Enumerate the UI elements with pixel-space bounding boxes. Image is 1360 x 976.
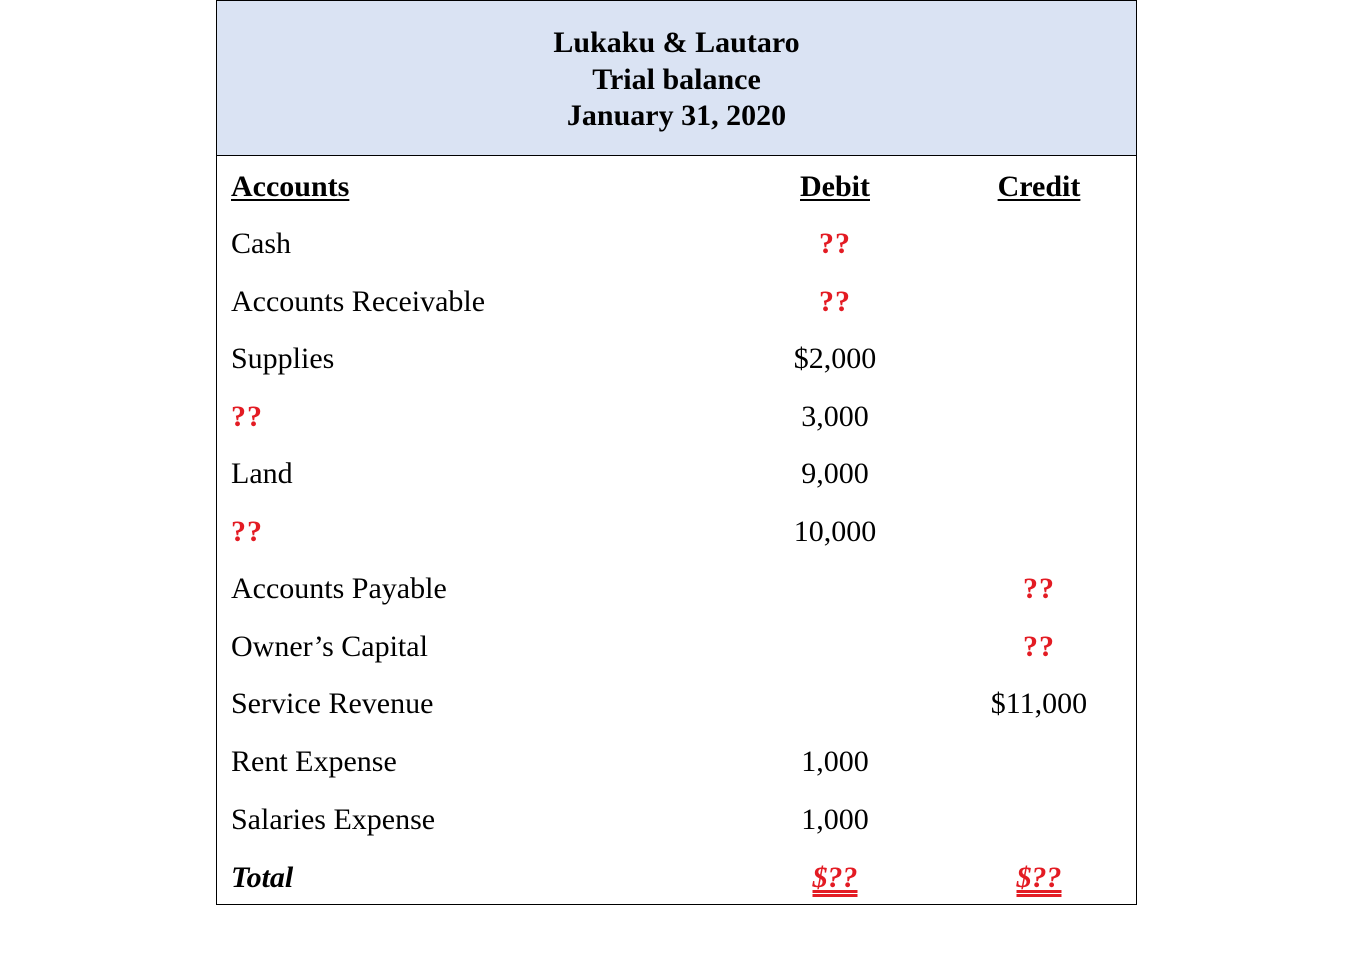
account-name: Cash (231, 227, 291, 260)
credit-amount: ?? (1023, 630, 1055, 663)
company-name: Lukaku & Lautaro (553, 26, 800, 59)
credit-amount: $11,000 (990, 687, 1088, 720)
total-debit: $?? (812, 861, 858, 894)
account-name: Owner’s Capital (231, 630, 428, 663)
trial-balance-table (216, 0, 1137, 905)
table-row (217, 682, 1136, 726)
credit-column-header: Credit (997, 170, 1081, 203)
debit-column-header: Debit (800, 170, 870, 203)
debit-amount: ?? (819, 227, 851, 260)
debit-amount: $2,000 (793, 342, 877, 375)
report-title: Trial balance (592, 62, 761, 96)
column-header-row (217, 165, 1136, 209)
account-name: Salaries Expense (231, 803, 436, 836)
table-row (217, 625, 1136, 669)
debit-amount: ?? (819, 285, 851, 318)
account-name: Rent Expense (231, 745, 397, 778)
table-row (217, 280, 1136, 324)
account-name: Accounts Payable (231, 572, 447, 605)
table-row (217, 567, 1136, 611)
total-label: Total (231, 861, 294, 894)
total-row (217, 856, 1136, 900)
trial-balance-header (217, 1, 1136, 156)
table-row (217, 510, 1136, 554)
account-name: ?? (231, 515, 263, 548)
table-row (217, 798, 1136, 842)
account-name: Accounts Receivable (231, 285, 486, 318)
table-row (217, 740, 1136, 784)
table-row (217, 395, 1136, 439)
credit-amount: ?? (1023, 572, 1055, 605)
account-name: ?? (231, 400, 263, 433)
table-row (217, 337, 1136, 381)
debit-amount: 1,000 (801, 745, 869, 778)
table-row (217, 452, 1136, 496)
account-name: Service Revenue (231, 687, 434, 720)
table-row (217, 222, 1136, 266)
debit-amount: 10,000 (793, 515, 877, 548)
account-name: Supplies (231, 342, 335, 375)
debit-amount: 9,000 (801, 457, 869, 490)
debit-amount: 3,000 (801, 400, 869, 433)
report-date: January 31, 2020 (566, 99, 787, 132)
account-name: Land (231, 457, 293, 490)
debit-amount: 1,000 (801, 803, 869, 836)
total-credit: $?? (1016, 861, 1062, 894)
accounts-column-header: Accounts (231, 170, 350, 203)
